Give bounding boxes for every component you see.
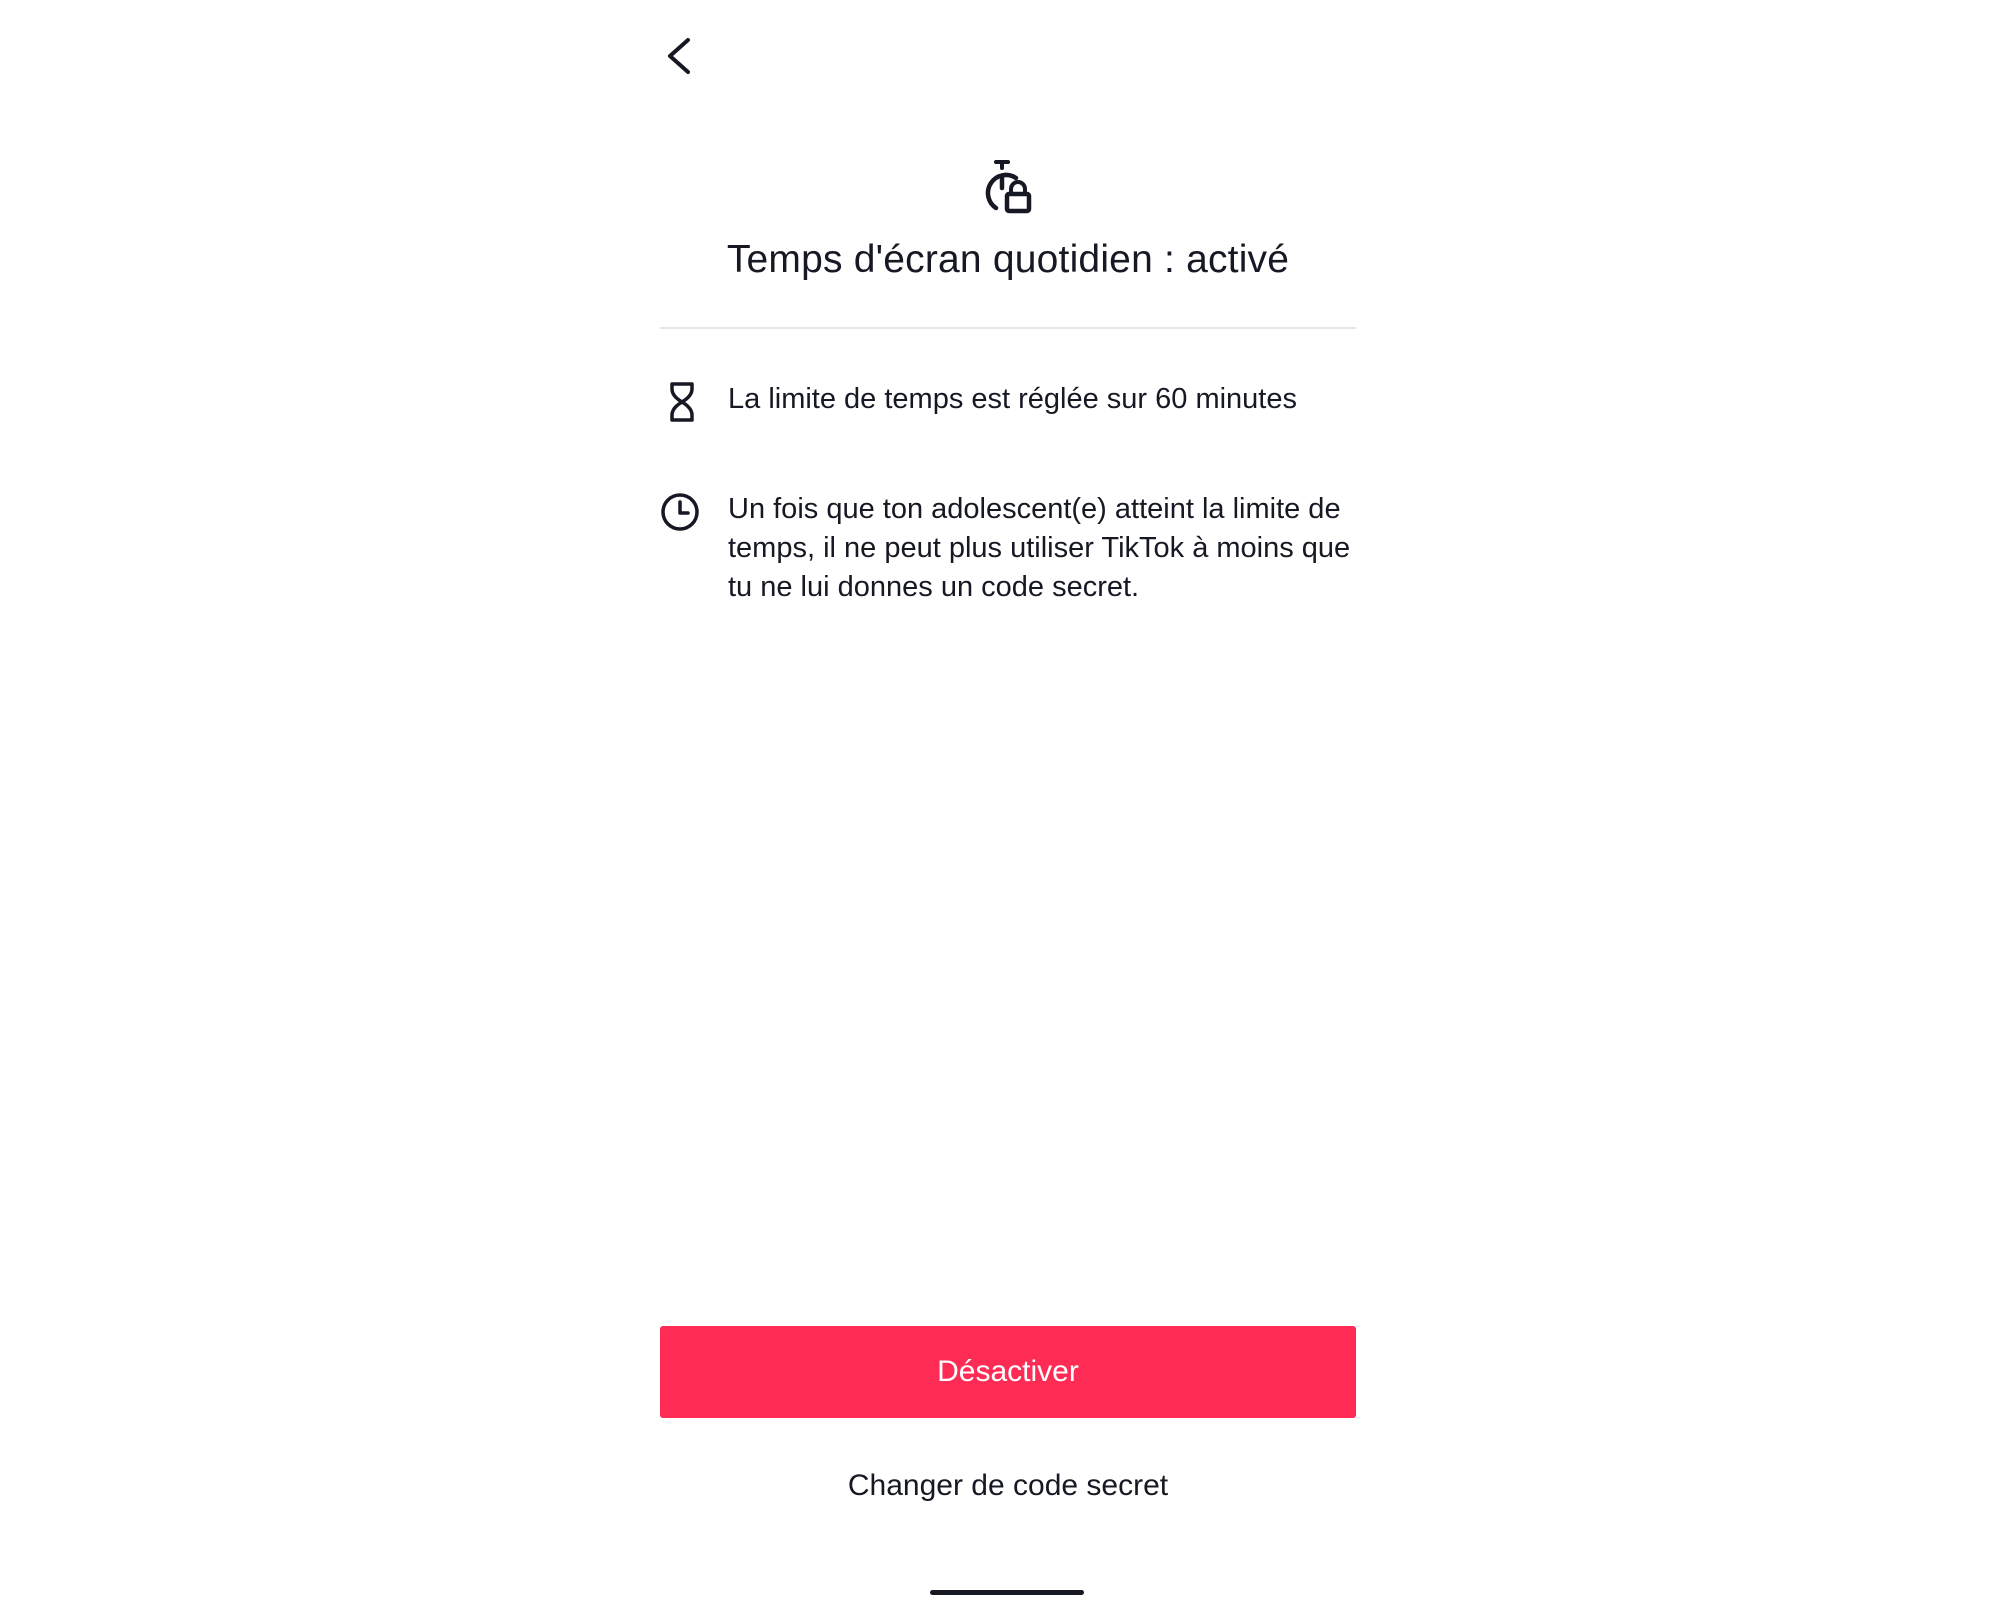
page-title: Temps d'écran quotidien : activé: [726, 238, 1290, 281]
home-indicator: [930, 1590, 1084, 1595]
timer-lock-icon: [976, 156, 1040, 220]
divider: [660, 327, 1356, 329]
info-text: Un fois que ton adolescent(e) atteint la limite de temps, il ne peut plus utiliser TikTok à moins que tu ne lui donnes un code secret.: [728, 493, 1351, 603]
deactivate-button[interactable]: Désactiver: [660, 1326, 1356, 1418]
hourglass-icon: [660, 380, 704, 424]
clock-icon: [660, 490, 704, 534]
info-text: La limite de temps est réglée sur 60 minutes: [728, 383, 1297, 415]
chevron-left-icon: [660, 32, 700, 80]
screen-time-screen: [660, 0, 1356, 1600]
back-button[interactable]: [660, 24, 724, 88]
change-passcode-link[interactable]: Changer de code secret: [847, 1469, 1169, 1502]
